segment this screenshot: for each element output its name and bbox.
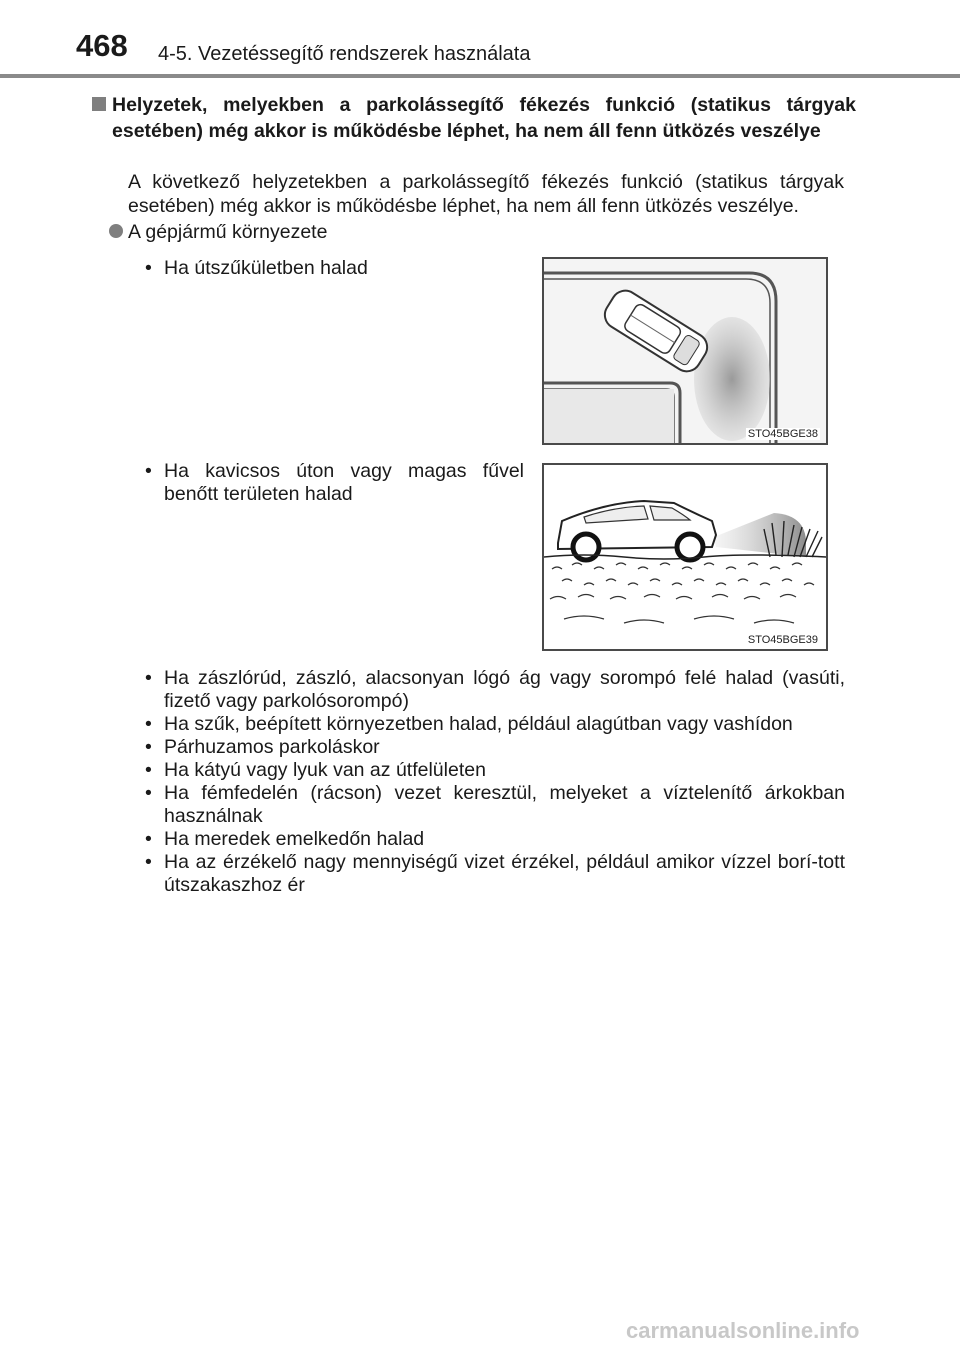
- subheading: [128, 221, 327, 244]
- list-item: [145, 667, 845, 713]
- list-item: [145, 782, 845, 828]
- bullet-mark: •: [145, 828, 152, 850]
- bullet-mark: •: [145, 851, 152, 873]
- figure-code: STO45BGE38: [747, 428, 818, 440]
- gravel-grass-illustration: [544, 465, 826, 649]
- section-heading-text: Helyzetek, melyekben a parkolássegítő fékezés funkció (statikus tárgyak esetében) még akkor is működésbe léphet, ha nem áll fenn ütközés veszélye: [112, 94, 856, 142]
- situation-list: [145, 667, 845, 897]
- list-item-text: Párhuzamos parkoláskor: [164, 736, 380, 758]
- bullet-mark: •: [145, 782, 152, 804]
- subheading-text: A gépjármű környezete: [128, 221, 328, 243]
- list-item-text: Ha az érzékelő nagy mennyiségű vizet érzékel, például amikor vízzel borí-tott útszakaszhoz ér: [164, 851, 845, 896]
- bullet-mark: •: [145, 713, 152, 735]
- header-rule: [0, 74, 960, 78]
- list-item-text: Ha kavicsos úton vagy magas fűvel benőtt területen halad: [164, 460, 524, 505]
- page-number: 468: [76, 28, 128, 63]
- intro-paragraph: A következő helyzetekben a parkolássegítő fékezés funkció (statikus tárgyak esetében) még akkor is működésbe léphet, ha nem áll fenn ütközés veszélye.: [128, 171, 844, 217]
- narrow-road-illustration: [544, 259, 826, 443]
- list-item: [145, 851, 845, 897]
- bullet-mark: •: [145, 667, 152, 689]
- bullet-mark: •: [145, 759, 152, 781]
- figure-narrow-road: [542, 257, 828, 445]
- list-item-text: Ha útszűkületben halad: [164, 257, 368, 279]
- list-item-text: Ha kátyú vagy lyuk van az útfelületen: [164, 759, 486, 781]
- bullet-mark: •: [145, 460, 152, 482]
- watermark: carmanualsonline.info: [626, 1318, 860, 1343]
- list-item-text: Ha meredek emelkedőn halad: [164, 828, 425, 850]
- chapter-title: 4-5. Vezetéssegítő rendszerek használata: [158, 43, 531, 65]
- list-item: [145, 713, 845, 736]
- section-heading: [112, 92, 856, 144]
- list-item: [145, 736, 845, 759]
- list-item: [145, 257, 524, 280]
- list-item: [145, 828, 845, 851]
- bullet-mark: •: [145, 257, 152, 279]
- list-item: [145, 759, 845, 782]
- list-item-text: Ha fémfedelén (rácson) vezet keresztül, melyeket a víztelenítő árkokban használnak: [164, 782, 845, 827]
- list-item-text: Ha szűk, beépített környezetben halad, például alagútban vagy vashídon: [164, 713, 793, 735]
- bullet-mark: •: [145, 736, 152, 758]
- list-item-text: Ha zászlórúd, zászló, alacsonyan lógó ág vagy sorompó felé halad (vasúti, fizető vagy parkolósorompó): [164, 667, 845, 712]
- figure-gravel-grass: [542, 463, 828, 651]
- page-header: [0, 0, 960, 82]
- list-item: [145, 460, 524, 506]
- square-bullet-icon: [92, 97, 106, 111]
- round-bullet-icon: [109, 224, 123, 238]
- figure-code: STO45BGE39: [747, 634, 818, 646]
